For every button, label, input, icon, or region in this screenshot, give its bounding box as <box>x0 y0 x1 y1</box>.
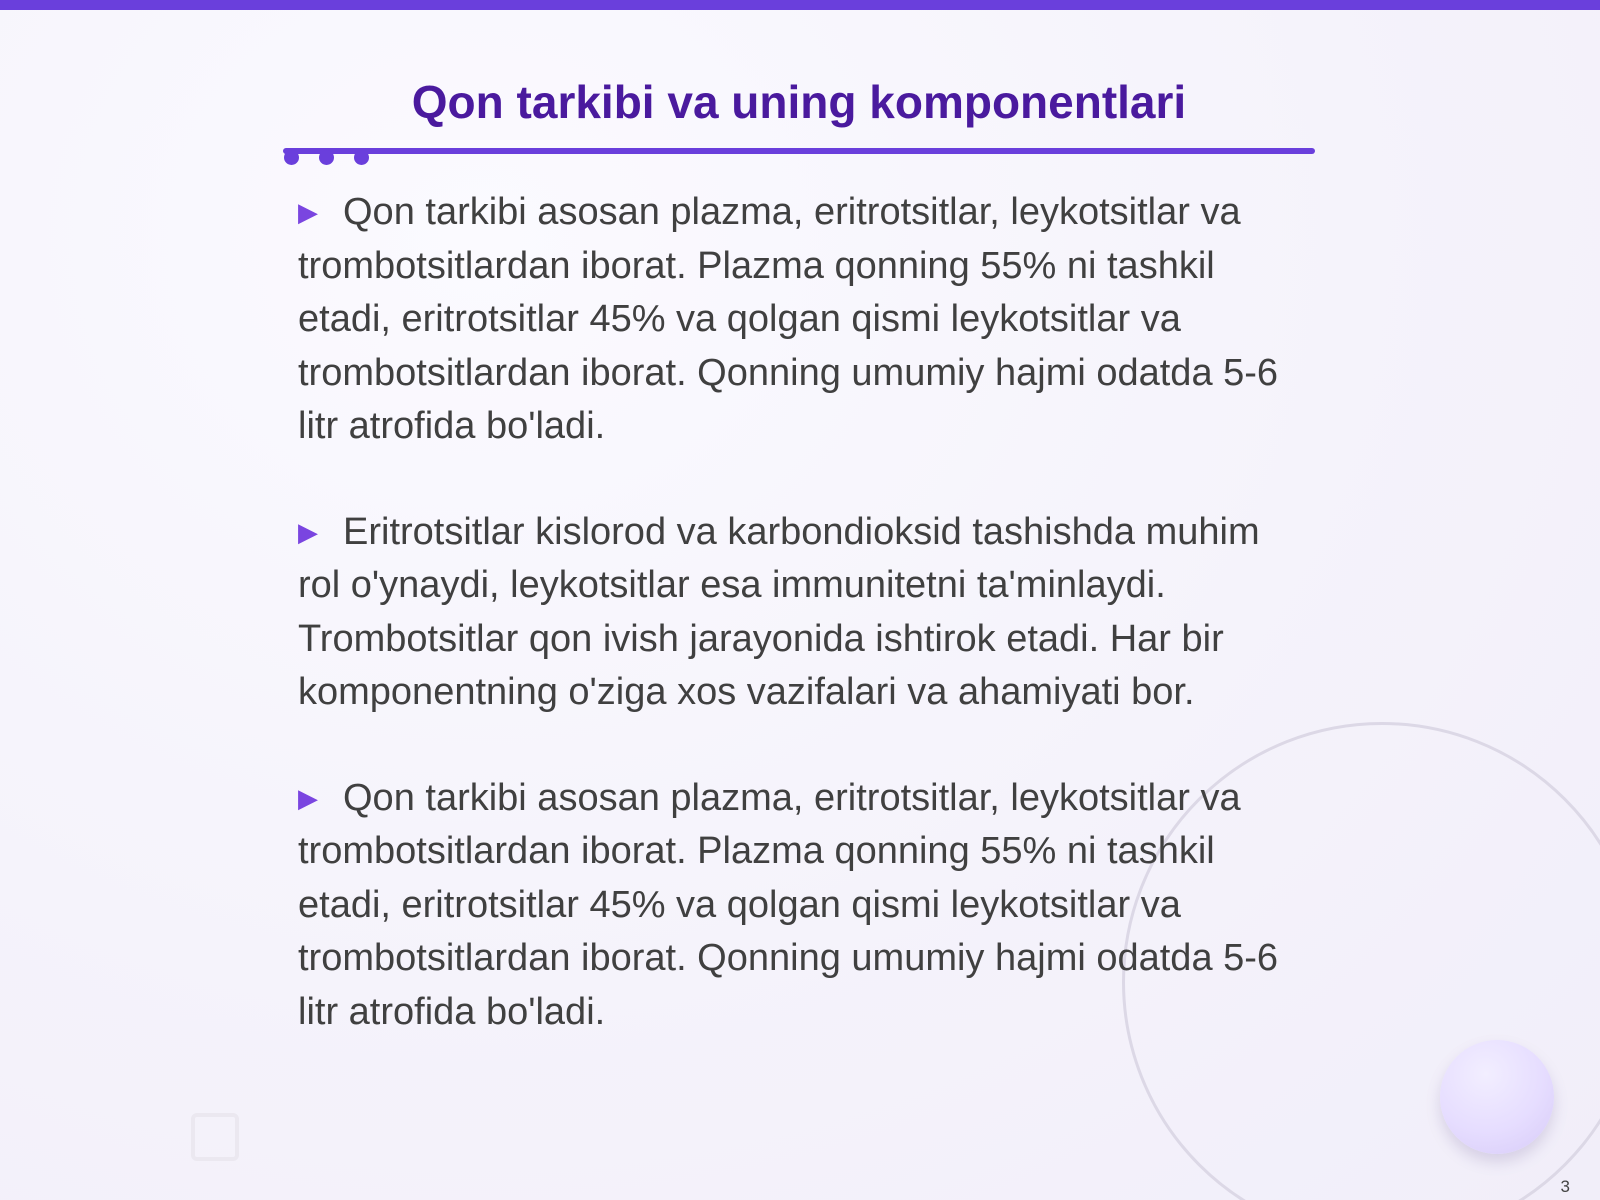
page-number: 3 <box>1560 1177 1570 1196</box>
decorative-square <box>191 1113 239 1161</box>
bullet-item <box>298 772 1298 1040</box>
title-underline <box>283 148 1315 154</box>
top-accent-bar <box>0 0 1600 10</box>
bullet-text: Qon tarkibi asosan plazma, eritrotsitlar, leykotsitlar va trombotsitlardan iborat. Plazma qonning 55% ni tashkil etadi, eritrotsitlar 45% va qolgan qismi leykotsitlar va trombotsitlardan iborat. Qonning umumiy hajmi odatda 5-6 litr atrofida bo'ladi. <box>298 776 1279 1033</box>
underline-dot <box>319 150 334 165</box>
underline-dot <box>354 150 369 165</box>
underline-dot <box>284 150 299 165</box>
bullet-list <box>298 186 1298 1091</box>
bullet-text: Eritrotsitlar kislorod va karbondioksid tashishda muhim rol o'ynaydi, leykotsitlar esa immunitetni ta'minlaydi. Trombotsitlar qon ivish jarayonida ishtirok etadi. Har bir komponentning o'ziga xos vazifalari va ahamiyati bor. <box>298 510 1260 713</box>
triangle-right-icon: ▶ <box>298 782 318 813</box>
bullet-item <box>298 186 1298 454</box>
slide-title: Qon tarkibi va uning komponentlari <box>411 76 1187 128</box>
bullet-item <box>298 506 1298 720</box>
triangle-right-icon: ▶ <box>298 516 318 547</box>
triangle-right-icon: ▶ <box>298 197 318 227</box>
bullet-text: Qon tarkibi asosan plazma, eritrotsitlar, leykotsitlar va trombotsitlardan iborat. Plazma qonning 55% ni tashkil etadi, eritrotsitlar 45% va qolgan qismi leykotsitlar va trombotsitlardan iborat. Qonning umumiy hajmi odatda 5-6 litr atrofida bo'ladi. <box>298 191 1279 447</box>
decorative-bubble <box>1440 1040 1554 1154</box>
